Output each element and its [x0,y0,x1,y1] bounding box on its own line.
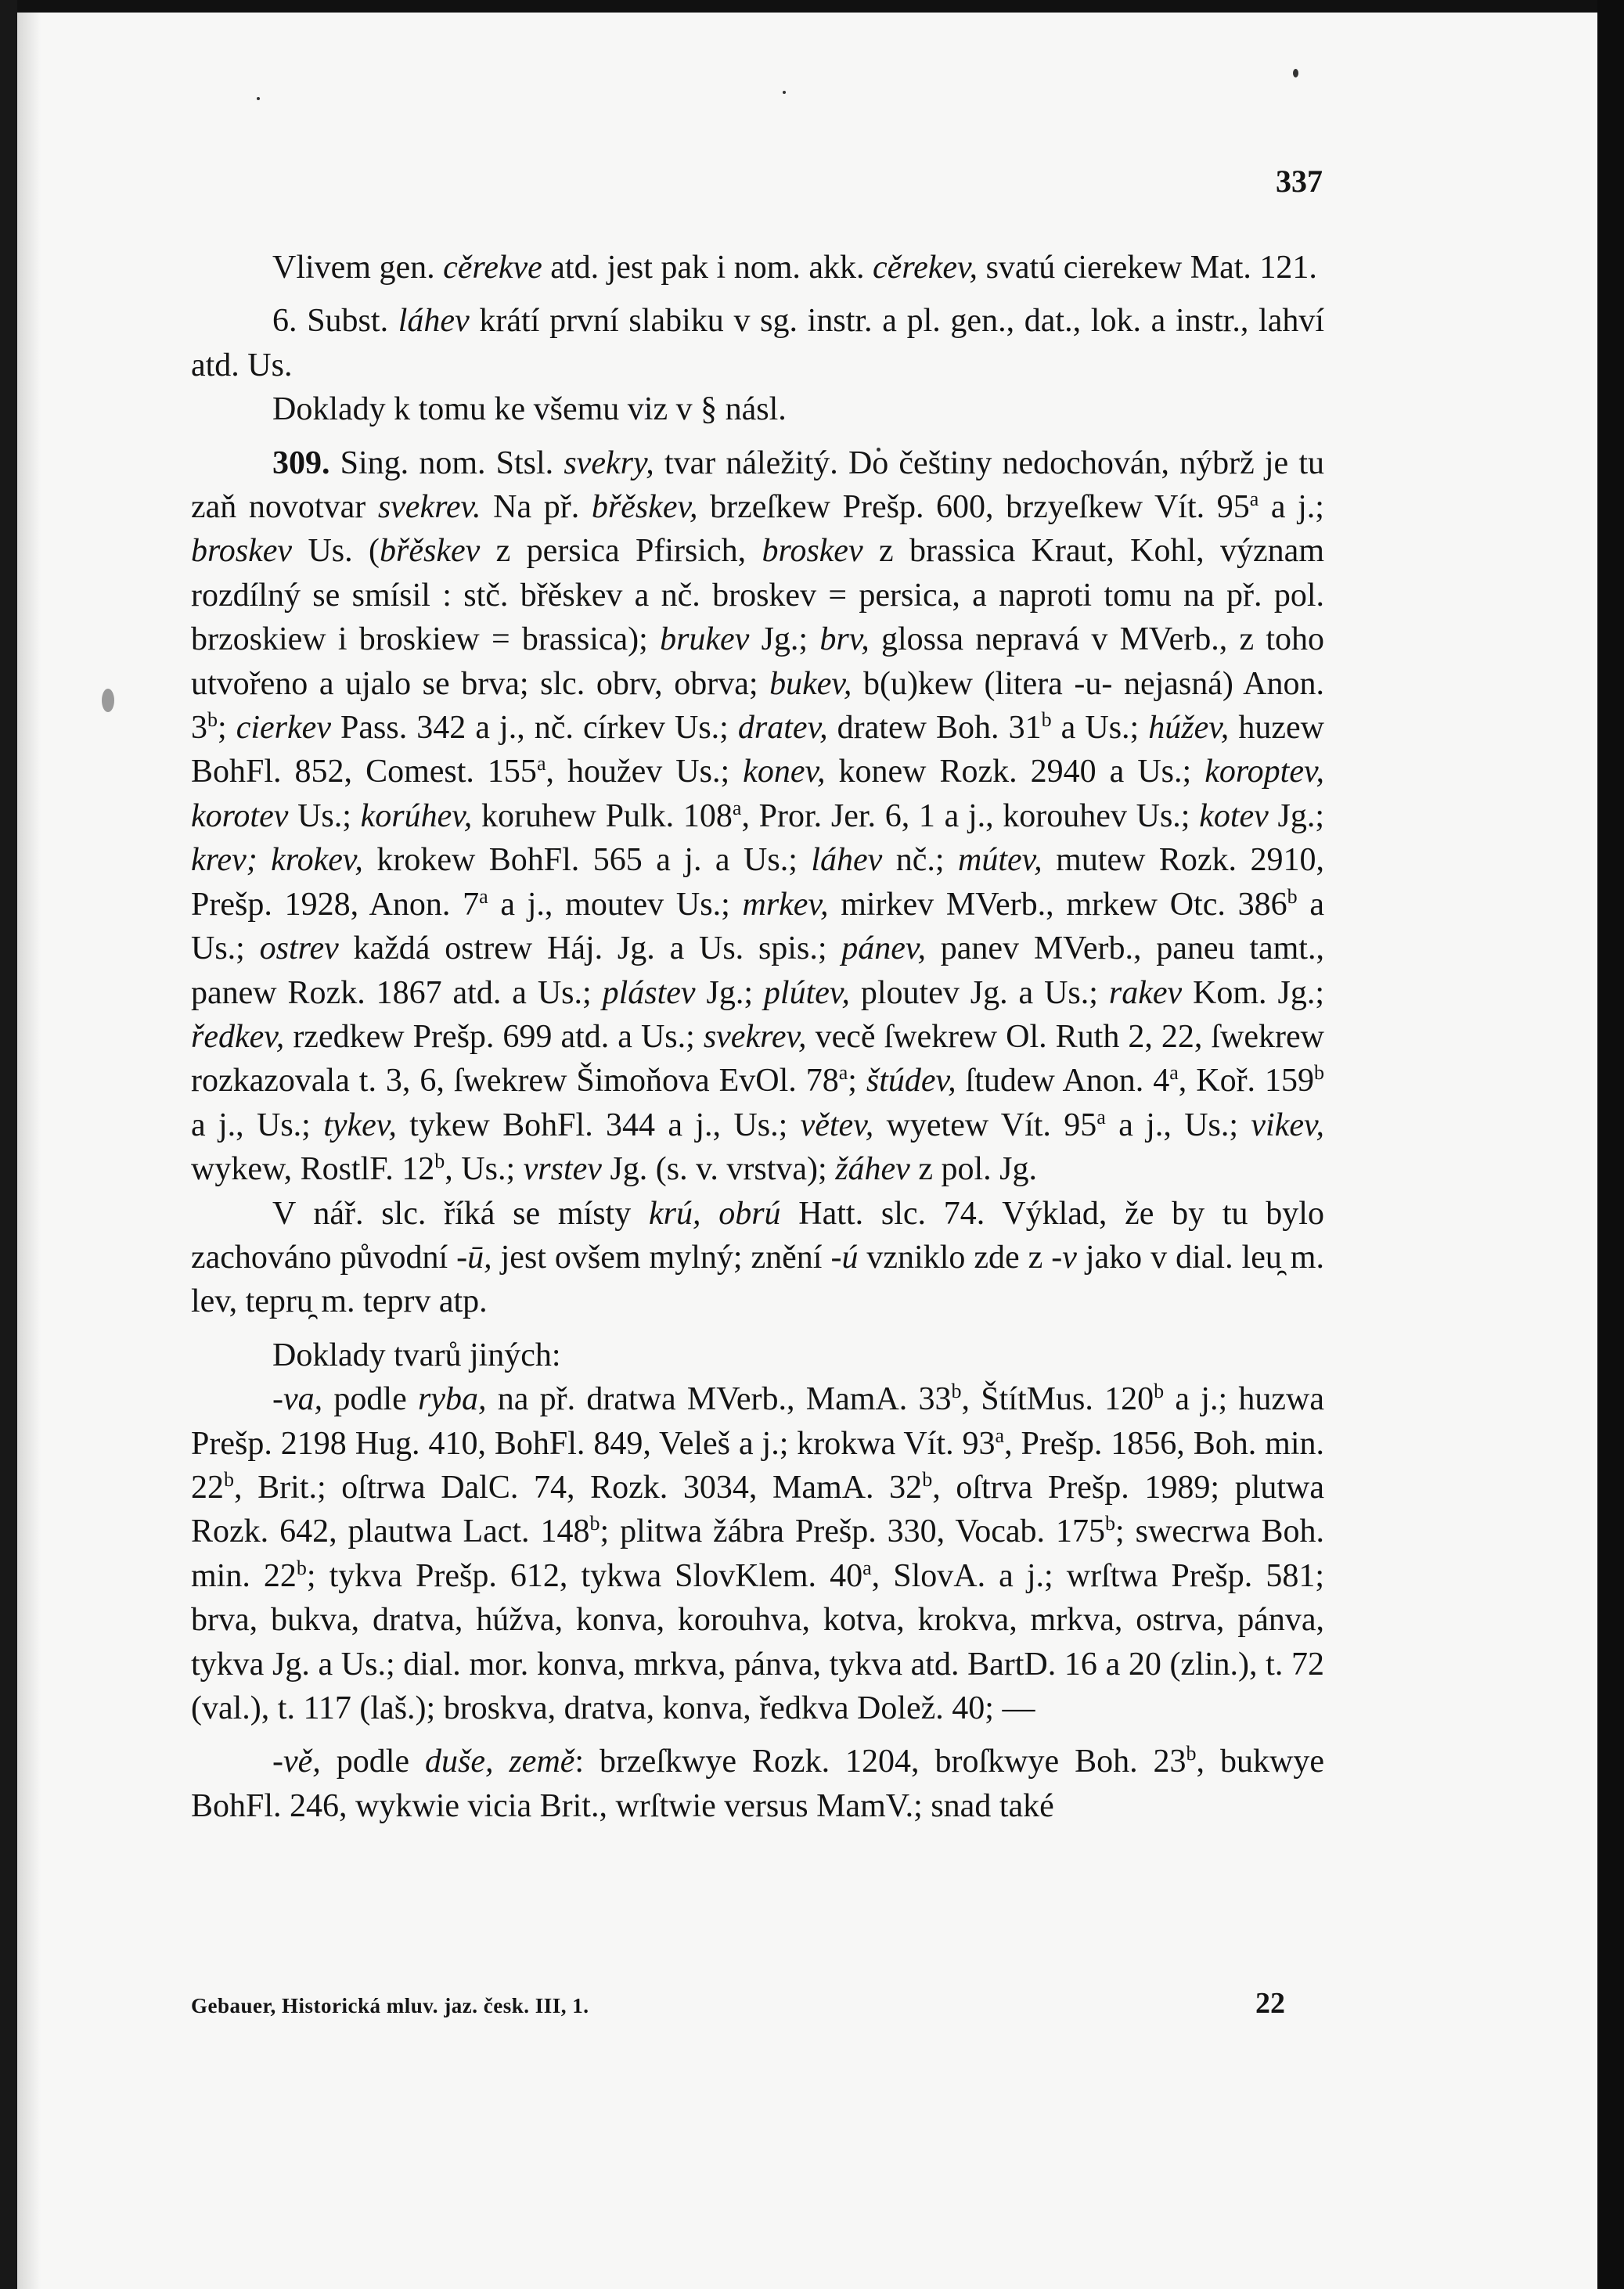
text-run: Pass. 342 a j., nč. církev Us.; [330,710,738,747]
ink-speck [783,91,786,94]
superscript: b [1041,708,1052,732]
text-run: atd. jest pak i nom. akk. [542,250,873,286]
superscript: a [995,1423,1005,1447]
text-run: , Us.; [445,1151,524,1188]
text-run: mutew Rozk. 2910, Prešp. 1928, Anon. 7 [191,842,1325,923]
paragraph [191,1377,1324,1730]
text-run: Jg.; [749,621,820,658]
text-run: pánev, [841,930,926,967]
text-run: štúdev, [866,1063,956,1100]
text-run: z persica Pfirsich, [480,533,762,570]
text-run: kotev [1199,797,1269,834]
text-run: a j., Us.; [191,1107,324,1143]
text-run: vzniklo zde z [858,1239,1052,1276]
paragraph: Doklady tvarů jiných: [272,1337,561,1373]
text-run: a Us.; [1051,710,1149,747]
text-run: konev, [743,754,826,790]
superscript: b [589,1512,600,1535]
text-run: z pol. Jg. [909,1151,1037,1188]
text-run: a j.; [1259,489,1324,526]
text-run: cěrekev, [873,250,978,286]
text-run: nč.; [882,842,959,879]
text-run: Jg. (s. v. vrstva); [601,1151,836,1188]
text-run: tykev, [323,1107,397,1143]
text-run: broskev [762,533,863,570]
text-run: koroptev, korotev [191,754,1324,834]
text-run: tvar náležitý. Do češtiny nedochován, nýbrž je tu zaň novotvar [191,444,1324,526]
superscript: a [862,1556,872,1579]
text-run: korúhev, [360,797,473,834]
text-run: 6. Subst. [272,303,398,340]
text-run: svekrev, [703,1018,807,1055]
text-run: wykew, RostlF. 12 [191,1151,435,1188]
text-run: krokew BohFl. 565 a j. a Us.; [362,842,812,879]
footer-signature-number: 22 [1255,1987,1285,2020]
text-run: žáhev [835,1151,910,1188]
text-run: , Prešp. 1856, Boh. min. 22 [191,1425,1325,1506]
superscript: b [224,1467,234,1491]
text-run: a j., moutev Us.; [488,886,743,923]
section-number: 309. [272,444,330,481]
paragraph [191,299,1324,387]
text-run: větev, [800,1107,874,1143]
text-run: vikev, [1251,1107,1325,1143]
superscript: b [1105,1512,1115,1535]
superscript: a [838,1061,848,1085]
text-run: Vlivem gen. [272,250,444,286]
ink-smudge [102,689,114,712]
superscript: b [434,1150,445,1173]
text-run: ; [218,710,236,747]
superscript: a [479,884,488,908]
text-run: svatú cierekew Mat. 121. [978,250,1317,286]
text-run: Jg.; [1268,797,1324,834]
text-run: konew Rozk. 2940 a Us.; [825,754,1205,790]
superscript: b [922,1467,933,1491]
text-run: , Koř. 159 [1178,1063,1314,1100]
text-run: Sing. nom. Stsl. [329,444,564,481]
text-run: a Us.; [191,886,1324,967]
superscript: b [1154,1380,1165,1403]
text-run: , houžev Us.; [546,754,744,790]
text-run: ploutev Jg. a Us.; [849,974,1109,1011]
text-run: vecě ſwekrew Ol. Ruth 2, 22, ſwekrew rozkazovala t. 3, 6, ſwekrew Šimoňova EvOl. 78 [191,1018,1324,1100]
text-run: Kom. Jg.; [1182,974,1324,1011]
text-run: , Pror. Jer. 6, 1 a j., korouhev Us.; [741,797,1200,834]
text-run: brukev [660,621,750,658]
body-text [191,246,1324,1828]
text-run: -v [1051,1239,1077,1276]
gutter-shade [17,13,41,2289]
superscript: a [1169,1061,1179,1085]
text-run: rzedkew Prešp. 699 atd. a Us.; [284,1018,704,1055]
text-run: tykew BohFl. 344 a j., Us.; [396,1107,801,1143]
text-run: dratev, [737,710,828,747]
paragraph [191,1192,1324,1324]
text-run: ; tykva Prešp. 612, tykwa SlovKlem. 40 [306,1557,863,1594]
text-run: láhev [398,303,470,340]
text-run: ryba, [417,1381,487,1418]
text-run: Hatt. slc. 74. Výklad, že by tu bylo zachováno původní [191,1195,1324,1276]
text-run: broskev [191,533,293,570]
text-run: -va, [272,1381,323,1418]
text-run: ; [848,1063,866,1100]
text-run: koruhew Pulk. 108 [472,797,733,834]
text-run: duše, země [425,1744,575,1780]
text-run: láhev [811,842,883,879]
superscript: b [207,708,218,732]
footer-book-title: Gebauer, Historická mluv. jaz. česk. III, 1. [191,1994,589,2017]
superscript: b [951,1380,962,1403]
superscript: b [1314,1061,1324,1085]
text-run: -ú [830,1239,859,1276]
paragraph [191,1740,1324,1828]
paragraph: Doklady k tomu ke všemu viz v § násl. [272,391,787,428]
text-run: dratew Boh. 31 [827,710,1042,747]
text-run: bukev, [769,665,852,702]
text-run: vrstev [523,1151,602,1188]
text-run: -vě, [272,1744,321,1780]
text-run: svekrev. [377,489,481,526]
text-run: plútev, [763,974,850,1011]
superscript: b [1186,1742,1197,1765]
text-run: krú, obrú [648,1195,781,1232]
paragraph-309 [191,441,1324,1192]
text-run: -ū, [456,1239,492,1276]
superscript: b [296,1556,307,1579]
paper-sheet [17,13,1597,2289]
text-run: , Brit.; oſtrwa DalC. 74, Rozk. 3034, MamA. 32 [234,1469,923,1506]
text-run: húžev, [1148,710,1230,747]
superscript: b [1287,884,1298,908]
ink-speck [1293,69,1298,77]
text-run: břěskev, [591,489,698,526]
text-run: každá ostrew Háj. Jg. a Us. spis.; [338,930,842,967]
paragraph [191,246,1324,290]
text-run: huzew BohFl. 852, Comest. 155 [191,710,1324,790]
superscript: a [536,752,546,776]
text-run: , bukwye BohFl. 246, wykwie vicia Brit., wrſtwie versus MamV.; snad také [191,1744,1324,1824]
scan-left-border [0,0,17,2289]
superscript: a [732,796,742,819]
text-run: ; plitwa žábra Prešp. 330, Vocab. 175 [600,1513,1105,1550]
text-run: podle [322,1381,418,1418]
text-run: rakev [1108,974,1183,1011]
text-run: Jg.; [695,974,764,1011]
text-run: ſtudew Anon. 4 [956,1063,1170,1100]
text-run: krátí první slabiku v sg. instr. a pl. gen., dat., lok. a instr., lahví atd. Us. [191,303,1324,383]
text-run: Na př. [481,489,592,526]
text-run: brv, [819,621,870,658]
text-run: a j., Us.; [1105,1107,1251,1143]
ink-speck [257,97,260,100]
text-run: Us. ( [292,533,380,570]
text-run: jako v dial. leu̯ m. lev, tepru̯ m. teprv atp. [191,1239,1324,1320]
text-run: a j.; huzwa Prešp. 2198 Hug. 410, BohFl. 849, Veleš a j.; krokwa Vít. 93 [191,1381,1324,1462]
text-run: ředkev, [191,1018,285,1055]
text-run: : brzeſkwye Rozk. 1204, broſkwye Boh. 23 [574,1744,1186,1780]
text-run: plástev [602,974,696,1011]
text-run: svekry, [564,444,654,481]
text-run: podle [320,1744,426,1780]
text-run: , SlovA. a j.; wrſtwa Prešp. 581; brva, bukva, dratva, húžva, konva, korouhva, kotva, krokva, mrkva, ostrva, pánva, tykva Jg. a Us.; dial. mor. konva, mrkva, pánva, tykva atd. BartD. 16 a 20 (zlin.), t. 72 (val.), t. 117 (laš.); broskva, dratva, konva, ředkva Dolež. 40; — [191,1557,1324,1726]
text-run: jest ovšem mylný; znění [492,1239,831,1276]
text-run: , oſtrva Prešp. 1989; plutwa Rozk. 642, plautwa Lact. 148 [191,1469,1325,1550]
superscript: a [1096,1105,1106,1128]
superscript: a [1249,488,1259,511]
text-run: břěskev [380,533,481,570]
text-run: ostrev [259,930,339,967]
text-run: krev; krokev, [191,842,363,879]
text-run: wyetew Vít. 95 [873,1107,1097,1143]
text-run: glossa nepravá v MVerb., z toho utvořeno a ujalo se brva; slc. obrv, obrva; [191,621,1325,702]
text-run: mrkev, [742,886,829,923]
text-run: cierkev [236,710,331,747]
text-run: brzeſkew Prešp. 600, brzyeſkew Vít. 95 [697,489,1250,526]
text-run: mútev, [958,842,1042,879]
scan-right-border [1597,0,1624,2289]
text-run: , ŠtítMus. 120 [961,1381,1154,1418]
text-run: na př. dratwa MVerb., MamA. 33 [486,1381,952,1418]
text-run: panev MVerb., paneu tamt., panew Rozk. 1867 atd. a Us.; [191,930,1324,1011]
text-run: Us.; [288,797,361,834]
scan-top-border [0,0,1624,13]
text-run: cěrekve [443,250,542,286]
text-run: z brassica Kraut, Kohl, význam rozdílný se smísil : stč. břěskev a nč. broskev = persica, a naproti tomu na př. pol. brzoskiew i broskiew = brassica); [191,533,1324,658]
text-run: mirkev MVerb., mrkew Otc. 386 [828,886,1287,923]
page-number: 337 [1276,164,1323,199]
text-run: b(u)kew (litera -u- nejasná) Anon. 3 [191,665,1324,747]
text-run: ; swecrwa Boh. min. 22 [191,1513,1324,1594]
text-run: V nář. slc. říká se místy [272,1195,649,1232]
